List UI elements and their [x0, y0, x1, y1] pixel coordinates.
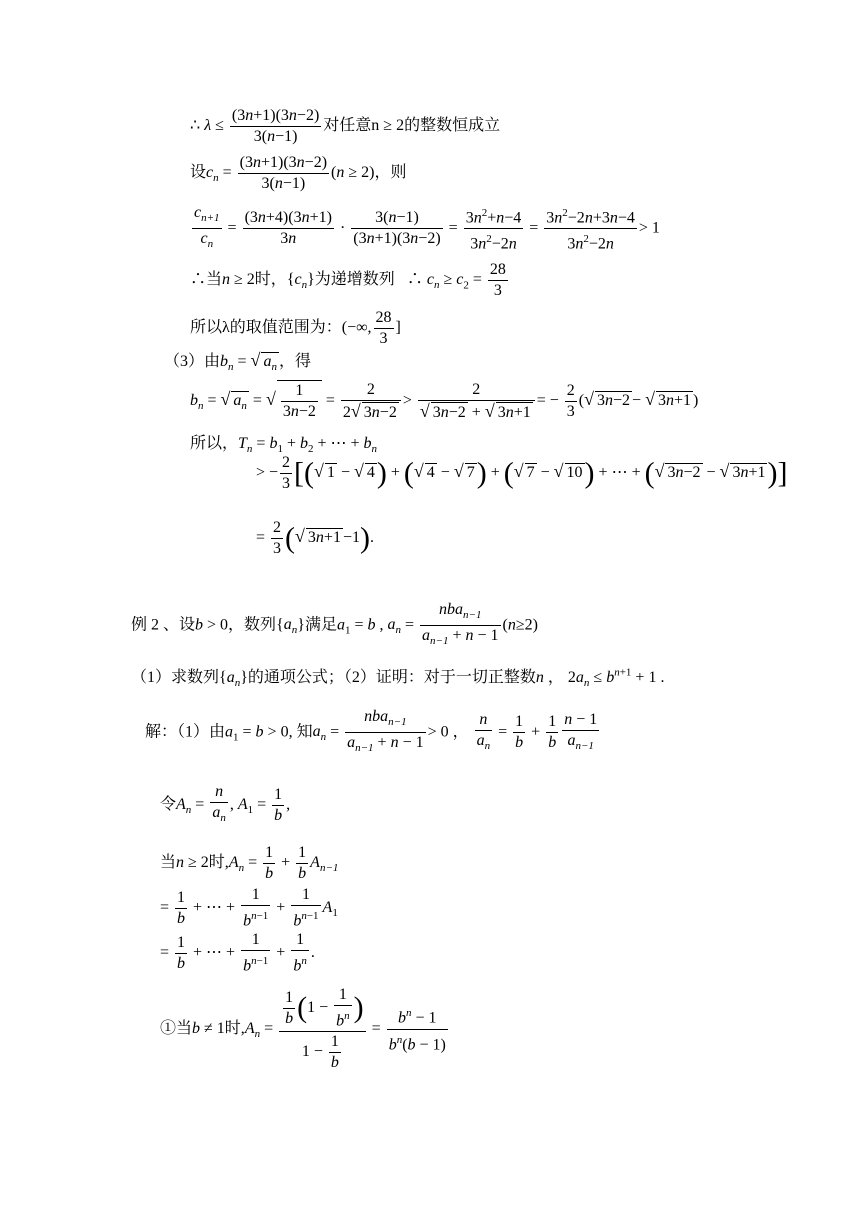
let-An: 令$A_n$ = $\frac{n}{a_n}$ , $A_1$ = $\frac{1}{b}$ , [160, 783, 291, 825]
line-bn-estimate: $b_n$ = √ $a_n$ = √ $\frac{1}{3n-2}$ = $\frac{2}{2√ 3n-2}$ > $\frac{2}{√ 3n-2 + √ 3n+1}$ = − $\frac{2}{3}$ (√ 3n−2 − √ 3n+1 ) [190, 381, 699, 421]
line-tn-result: = $\frac{2}{3}$ (√ 3n+1 −1). [256, 519, 374, 557]
line-part3: （3）由$b_n$ = √ $a_n$ ，得 [164, 350, 311, 374]
line-increasing: ∴当n ≥ 2时，$\{c_n\}$为递增数列 ∴ $c_n \ge c_2$ = $\frac{28}{3}$ [190, 261, 506, 299]
expansion-line1: = $\frac{1}{b}$ + ⋯ + $\frac{1}{b^{n-1}}$ + $\frac{1}{b^{n-1}}$ $A_1$ [160, 886, 338, 930]
recurrence-An: 当n ≥ 2时$,A_n$ = $\frac{1}{b}$ + $\frac{1}{b}$ $A_{n-1}$ [160, 844, 339, 882]
solution-start: 解：（1）由$a_1 = b > 0$, 知$a_n$ = $\frac{nba_{n-1}}{a_{n-1} + n - 1}$ > 0 ， $\frac{n}{a_n}$ = $\frac{1}{b}$ + $\frac{1}{b}$ $\frac{n - 1}{a_{n-1}}$ [145, 708, 598, 755]
line-range: 所以λ的取值范围为：(−∞, $\frac{28}{3}$ ] [190, 309, 401, 347]
case-b-not-one: ①当b ≠ 1时$,A_n$ = $\frac{1}{b}$ (1 − $\frac{1}{b^n}$ ) 1 − $\frac{1}{b}$ = $\frac{b^n - 1}{b^n(b - 1)}$ [160, 986, 446, 1072]
line-define-cn: 设$c_n$ = $\frac{(3n+1)(3n-2)}{3(n-1)}$ (n ≥ 2)，则 [190, 154, 407, 192]
line-tn-telescope: > − $\frac{2}{3}$ [(√ 1 − √ 4) + (√ 4 − √ 7) + (√ 7 − √ 10) + ⋯ + (√ 3n−2 − √ 3n+1)] [256, 454, 788, 492]
line-ratio: $\frac{c_{n+1}}{c_n}$ = $\frac{(3n+4)(3n+1)}{3n}$ · $\frac{3(n-1)}{(3n+1)(3n-2)}$ = $\frac{3n^2+n-4}{3n^2-2n}$ = $\frac{3n^2-2n+3n-4}{3n^2-2n}$ > 1 [194, 204, 660, 253]
line1-suffix: 对任意n ≥ 2的整数恒成立 [323, 117, 501, 135]
line-tn-sum: 所以，$T_n = b_1 + b_2$ + ⋯ + $b_n$ [190, 435, 378, 456]
expansion-line2: = $\frac{1}{b}$ + ⋯ + $\frac{1}{b^{n-1}}$ + $\frac{1}{b^n}$ . [160, 931, 315, 975]
example2-statement: 例 2 、设b > 0，数列$\{a_n\}$满足$a_1 = b$ , $a_n$ = $\frac{nba_{n-1}}{a_{n-1} + n - 1}$ (n≥2) [131, 601, 538, 648]
line-lambda-bound: ∴ λ ≤ $\frac{(3n+1)(3n-2)}{3(n-1)}$ 对任意n ≥ 2的整数恒成立 [190, 107, 501, 145]
example2-questions: （1）求数列$\{a_n\}$的通项公式；（2）证明：对于一切正整数n ， $2a_n \le b^{n+1} + 1$ . [131, 666, 665, 690]
